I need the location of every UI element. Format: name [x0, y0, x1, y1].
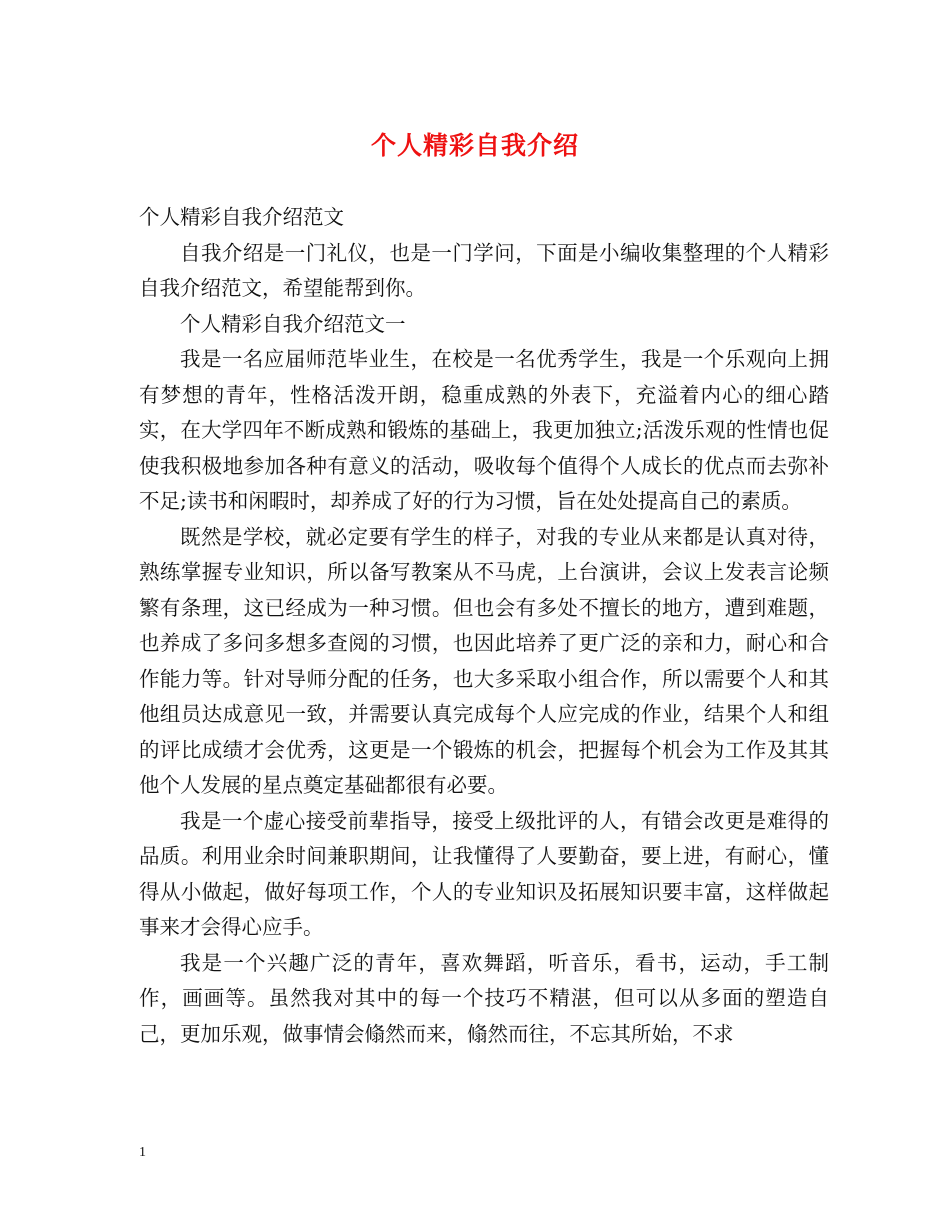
- document-title: 个人精彩自我介绍: [370, 131, 579, 160]
- paragraph-intro: 自我介绍是一门礼仪，也是一门学问，下面是小编收集整理的个人精彩自我介绍范文，希望能帮到你。: [139, 240, 829, 300]
- paragraph-body: 我是一个虚心接受前辈指导，接受上级批评的人，有错会改更是难得的品质。利用业余时间兼职期间，让我懂得了人要勤奋，要上进，有耐心，懂得从小做起，做好每项工作，个人的专业知识及拓展知识要丰富，这样做起事来才会得心应手。: [139, 808, 829, 939]
- document-body: [139, 200, 829, 1052]
- paragraph-body: 既然是学校，就必定要有学生的样子，对我的专业从来都是认真对待，熟练掌握专业知识，所以备写教案从不马虎，上台演讲，会议上发表言论频繁有条理，这已经成为一种习惯。但也会有多处不擅长的地方，遭到难题，也养成了多问多想多查阅的习惯，也因此培养了更广泛的亲和力，耐心和合作能力等。针对导师分配的任务，也大多采取小组合作，所以需要个人和其他组员达成意见一致，并需要认真完成每个人应完成的作业，结果个人和组的评比成绩才会优秀，这更是一个锻炼的机会，把握每个机会为工作及其其他个人发展的星点奠定基础都很有必要。: [139, 524, 829, 797]
- paragraph-section-heading: 个人精彩自我介绍范文一: [180, 311, 406, 336]
- paragraph-subtitle: 个人精彩自我介绍范文: [139, 205, 344, 229]
- paragraph-body: 我是一名应届师范毕业生，在校是一名优秀学生，我是一个乐观向上拥有梦想的青年，性格活泼开朗，稳重成熟的外表下，充溢着内心的细心踏实，在大学四年不断成熟和锻炼的基础上，我更加独立;活泼乐观的性情也促使我积极地参加各种有意义的活动，吸收每个值得个人成长的优点而去弥补不足;读书和闲暇时，却养成了好的行为习惯，旨在处处提高自己的素质。: [139, 347, 829, 513]
- page-number: 1: [139, 1145, 146, 1160]
- paragraph-body: 我是一个兴趣广泛的青年，喜欢舞蹈，听音乐，看书，运动，手工制作，画画等。虽然我对其中的每一个技巧不精湛，但可以从多面的塑造自己，更加乐观，做事情会翛然而来，翛然而往，不忘其所始，不求: [139, 950, 829, 1046]
